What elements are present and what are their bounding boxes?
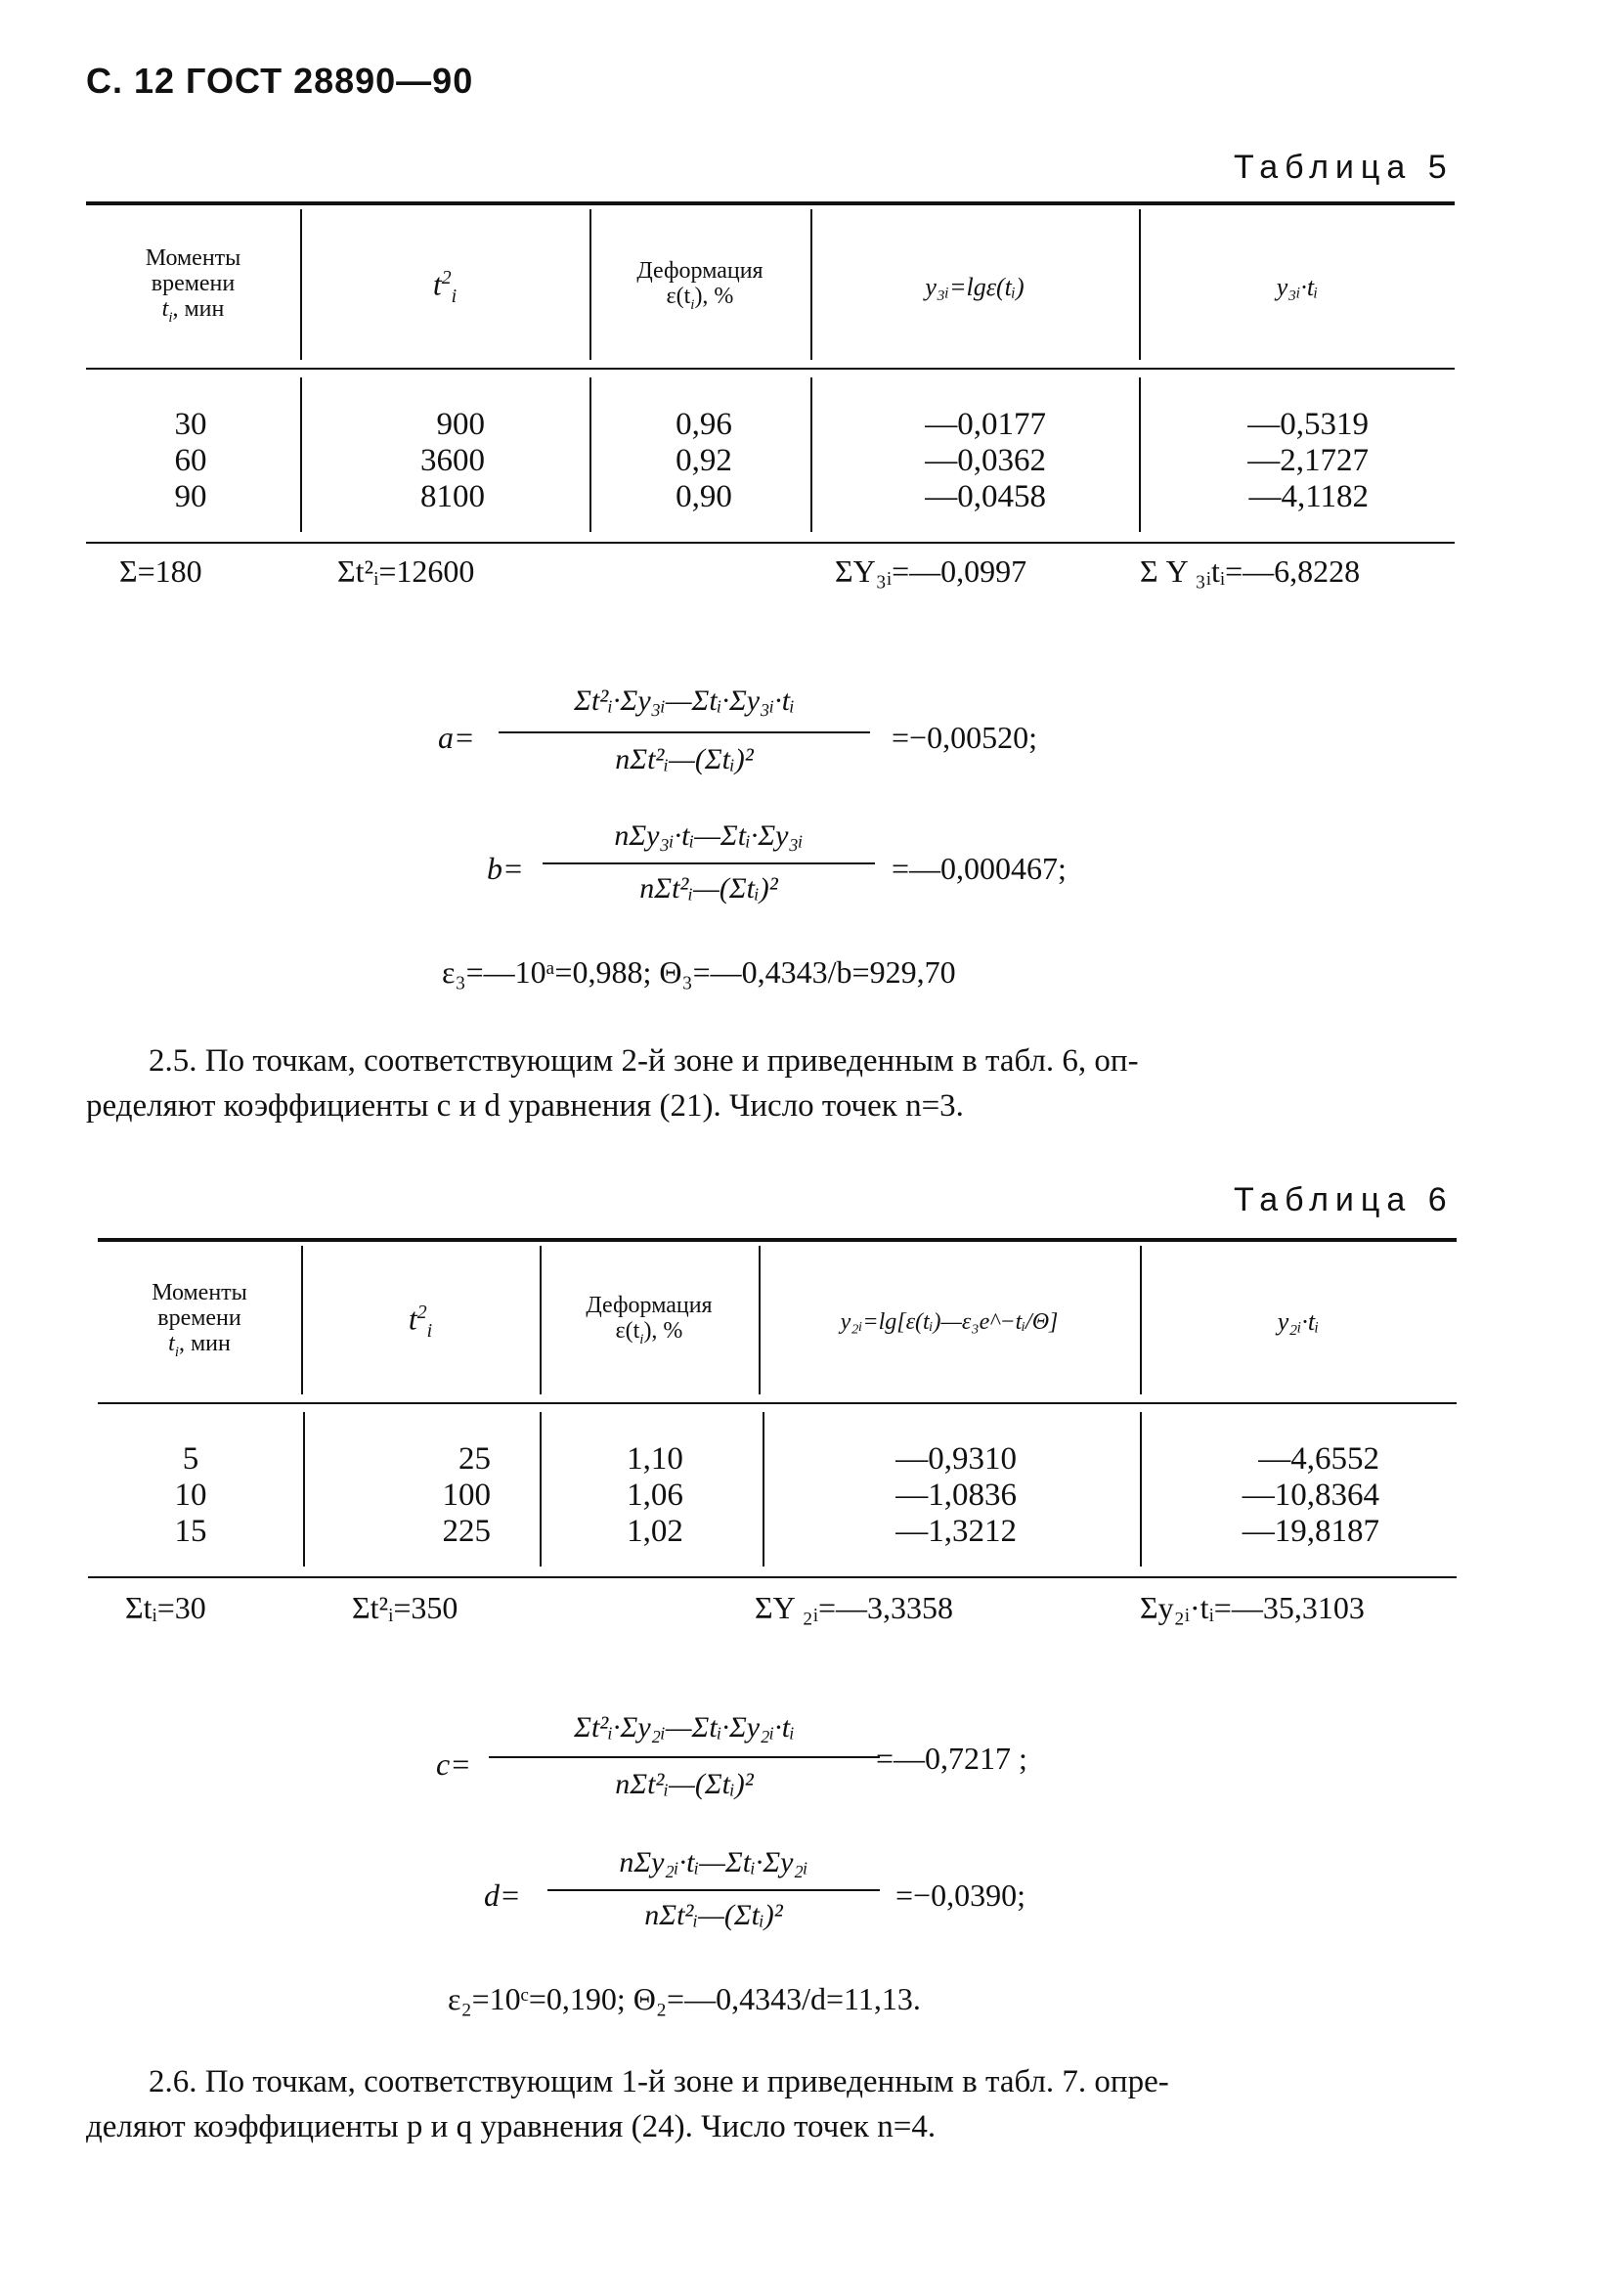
table6-vsep — [303, 1412, 305, 1567]
table6-sum-y: ΣY ₂ᵢ=—3,3358 — [755, 1590, 953, 1625]
table5-header-moments: Моменты времени $t_i$, мин — [145, 244, 241, 326]
formula-c-label: c= — [436, 1746, 471, 1782]
table6-col-yt: —4,6552 —10,8364 —19,8187 — [1242, 1441, 1379, 1549]
table5-sum-y: ΣY₃ᵢ=—0,0997 — [835, 553, 1027, 589]
formula-b-numerator: nΣy₃ᵢ·tᵢ—Σtᵢ·Σy₃ᵢ — [614, 819, 804, 852]
table5-col-t2: 900 3600 8100 — [420, 407, 485, 514]
formula-b-value: =—0,000467; — [892, 851, 1067, 886]
formula-d-denominator: nΣt²ᵢ—(Σtᵢ)² — [644, 1899, 783, 1931]
formula-a-label: a= — [438, 720, 475, 755]
table5-header-y: y₃ᵢ=lgε(tᵢ) — [925, 273, 1025, 301]
formula-b-denominator: nΣt²ᵢ—(Σtᵢ)² — [639, 872, 778, 905]
table6-sum-t: Σtᵢ=30 — [125, 1590, 206, 1625]
table6-vsep — [540, 1412, 542, 1567]
table5-vsep — [300, 377, 302, 532]
formula-d-label: d= — [484, 1877, 521, 1913]
table6-sum-yt: Σy₂ᵢ·tᵢ=—35,3103 — [1140, 1590, 1365, 1625]
table5-sum-t: Σ=180 — [119, 553, 202, 589]
table5-header-yt: y₃ᵢ·tᵢ — [1276, 273, 1319, 301]
table6-vsep — [1140, 1412, 1142, 1567]
table5-header-deform: Деформация $\varepsilon(t_i)$, % — [636, 257, 763, 313]
table5-caption: Таблица 5 — [1234, 149, 1454, 186]
table6-col-t: 5 10 15 — [174, 1441, 207, 1549]
table5-top-rule — [86, 201, 1455, 205]
table5-vsep — [810, 377, 812, 532]
table6-sum-t2: Σt²ᵢ=350 — [352, 1590, 458, 1625]
table6-header-y: y₂ᵢ=lg[ε(tᵢ)—ε₃e^−tᵢ/Θ] — [840, 1309, 1059, 1335]
para-2-5-line2: ределяют коэффициенты c и d уравнения (21). Число точек n=3. — [86, 1088, 964, 1124]
formula-a-numerator: Σt²ᵢ·Σy₃ᵢ—Σtᵢ·Σy₃ᵢ·tᵢ — [574, 684, 795, 717]
formula-eps3-theta3: ε₃=—10ᵃ=0,988; Θ₃=—0,4343/b=929,70 — [442, 954, 956, 990]
para-2-6-line1: 2.6. По точкам, соответствующим 1-й зоне и приведенным в табл. 7. опре- — [149, 2064, 1169, 2099]
formula-c-numerator: Σt²ᵢ·Σy₂ᵢ—Σtᵢ·Σy₂ᵢ·tᵢ — [574, 1711, 795, 1744]
table6-caption: Таблица 6 — [1234, 1181, 1454, 1218]
formula-b-bar — [543, 862, 875, 864]
table5-header-t2: $t^2_i$ — [432, 267, 458, 308]
formula-c-denominator: nΣt²ᵢ—(Σtᵢ)² — [615, 1768, 754, 1800]
table5-sum-yt: Σ Y ₃ᵢtᵢ=—6,8228 — [1140, 553, 1361, 589]
formula-eps2-theta2: ε₂=10ᶜ=0,190; Θ₂=—0,4343/d=11,13. — [448, 1981, 921, 2016]
table5-col-eps: 0,96 0,92 0,90 — [676, 407, 732, 514]
table5-col-y: —0,0177 —0,0362 —0,0458 — [925, 407, 1046, 514]
table5-vsep — [1139, 377, 1141, 532]
table6-header-yt: y₂ᵢ·tᵢ — [1277, 1307, 1320, 1336]
table6-header-deform: Деформация $\varepsilon(t_i)$, % — [586, 1292, 713, 1347]
table6-header-t2: $t^2_i$ — [408, 1302, 433, 1343]
table6-bottom-rule — [88, 1576, 1457, 1578]
table6-header-moments: Моменты времени $t_i$, мин — [152, 1279, 247, 1360]
table5-header-rule — [86, 368, 1455, 370]
table6-col-t2: 25 100 225 — [442, 1441, 491, 1549]
table5-bottom-rule — [86, 542, 1455, 544]
formula-a-value: =−0,00520; — [892, 720, 1037, 755]
table5-sum-t2: Σt²ᵢ=12600 — [337, 553, 475, 589]
table6-col-eps: 1,10 1,06 1,02 — [627, 1441, 683, 1549]
table6-vsep — [763, 1412, 764, 1567]
formula-c-bar — [489, 1756, 880, 1758]
formula-d-numerator: nΣy₂ᵢ·tᵢ—Σtᵢ·Σy₂ᵢ — [619, 1846, 808, 1878]
table5-col-t: 30 60 90 — [174, 407, 207, 514]
formula-a-bar — [499, 731, 870, 733]
para-2-5-line1: 2.5. По точкам, соответствующим 2-й зоне и приведенным в табл. 6, оп- — [149, 1043, 1139, 1079]
formula-c-value: =—0,7217 ; — [876, 1741, 1027, 1776]
table6-top-rule — [98, 1238, 1457, 1242]
formula-a-denominator: nΣt²ᵢ—(Σtᵢ)² — [615, 743, 754, 775]
page-header: С. 12 ГОСТ 28890—90 — [86, 61, 474, 101]
table6-header-rule — [98, 1402, 1457, 1404]
table5-col-yt: —0,5319 —2,1727 —4,1182 — [1247, 407, 1369, 514]
formula-b-label: b= — [487, 851, 524, 886]
para-2-6-line2: деляют коэффициенты p и q уравнения (24). Число точек n=4. — [86, 2109, 937, 2144]
formula-d-bar — [547, 1889, 880, 1891]
formula-d-value: =−0,0390; — [895, 1877, 1025, 1913]
table6-col-y: —0,9310 —1,0836 —1,3212 — [895, 1441, 1017, 1549]
table5-vsep — [589, 377, 591, 532]
